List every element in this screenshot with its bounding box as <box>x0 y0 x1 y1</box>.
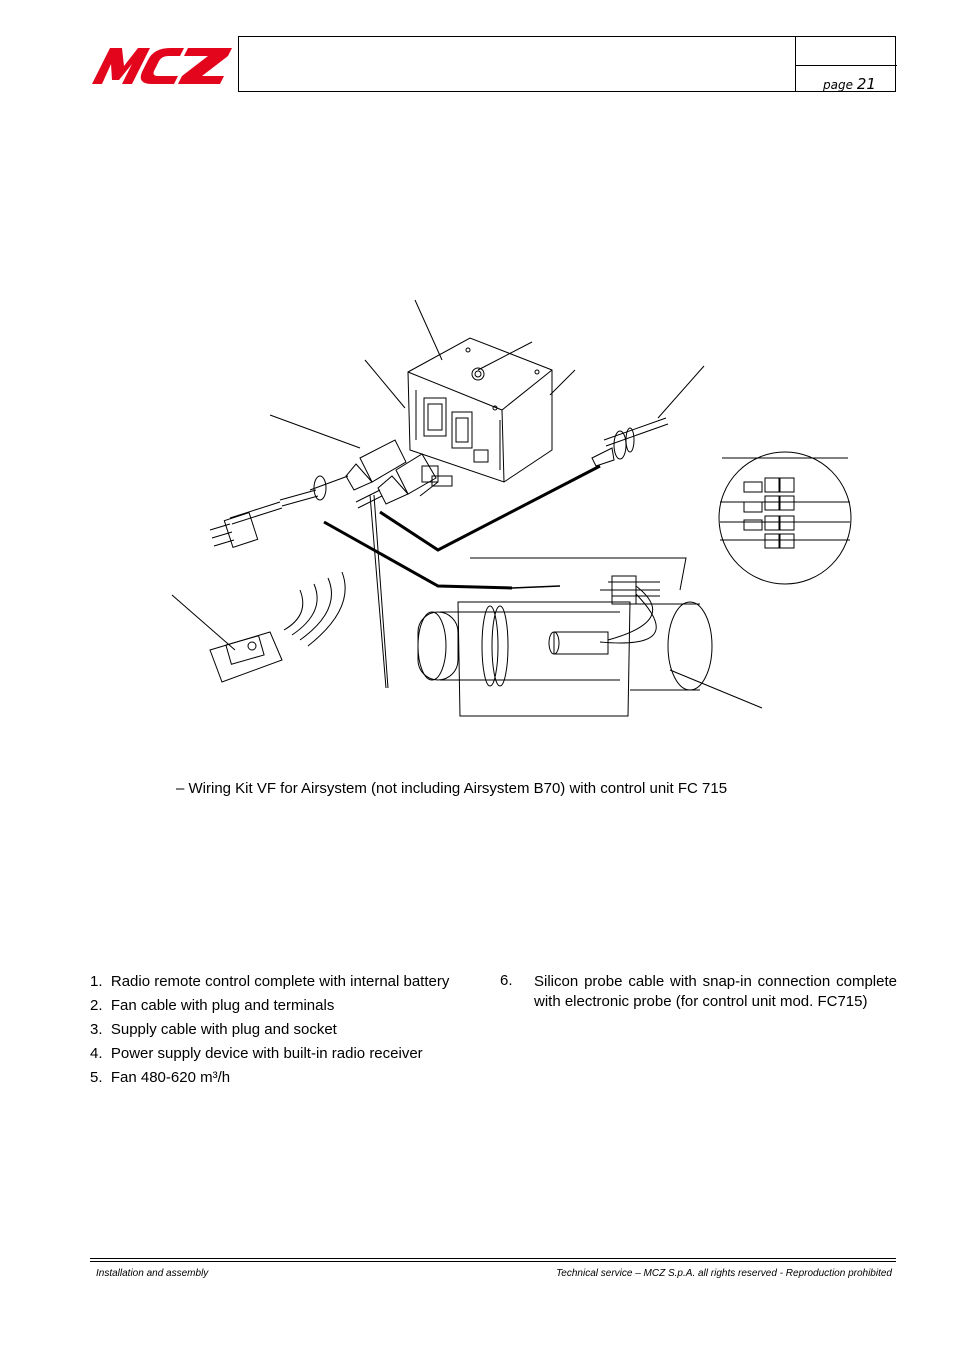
header-box <box>238 36 896 92</box>
page-label: page <box>823 78 853 92</box>
list-item: 1. Radio remote control complete with internal battery <box>90 973 450 990</box>
figure-caption: – Wiring Kit VF for Airsystem (not including Airsystem B70) with control unit FC 715 <box>176 780 728 797</box>
footer-rule <box>90 1261 896 1262</box>
component-list <box>90 972 490 1092</box>
page-number: 21 <box>856 75 876 93</box>
footer-left: Installation and assembly <box>96 1268 209 1279</box>
list-item: 2. Fan cable with plug and terminals <box>90 997 335 1014</box>
page-indicator <box>823 75 876 93</box>
list-item-number: 6. <box>500 972 513 989</box>
list-item: 5. Fan 480-620 m³/h <box>90 1069 231 1086</box>
list-item: 4. Power supply device with built-in radio receiver <box>90 1045 423 1062</box>
footer-right: Technical service – MCZ S.p.A. all rights reserved - Reproduction prohibited <box>556 1268 892 1279</box>
list-item: 3. Supply cable with plug and socket <box>90 1021 337 1038</box>
wiring-kit-drawing <box>160 290 860 730</box>
footer-rule <box>90 1258 896 1259</box>
mcz-logo <box>92 44 234 88</box>
header-divider <box>795 65 897 66</box>
list-item-text: Silicon probe cable with snap-in connection complete with electronic probe (for control unit mod. FC715) <box>534 973 897 1010</box>
header-divider <box>795 37 796 91</box>
